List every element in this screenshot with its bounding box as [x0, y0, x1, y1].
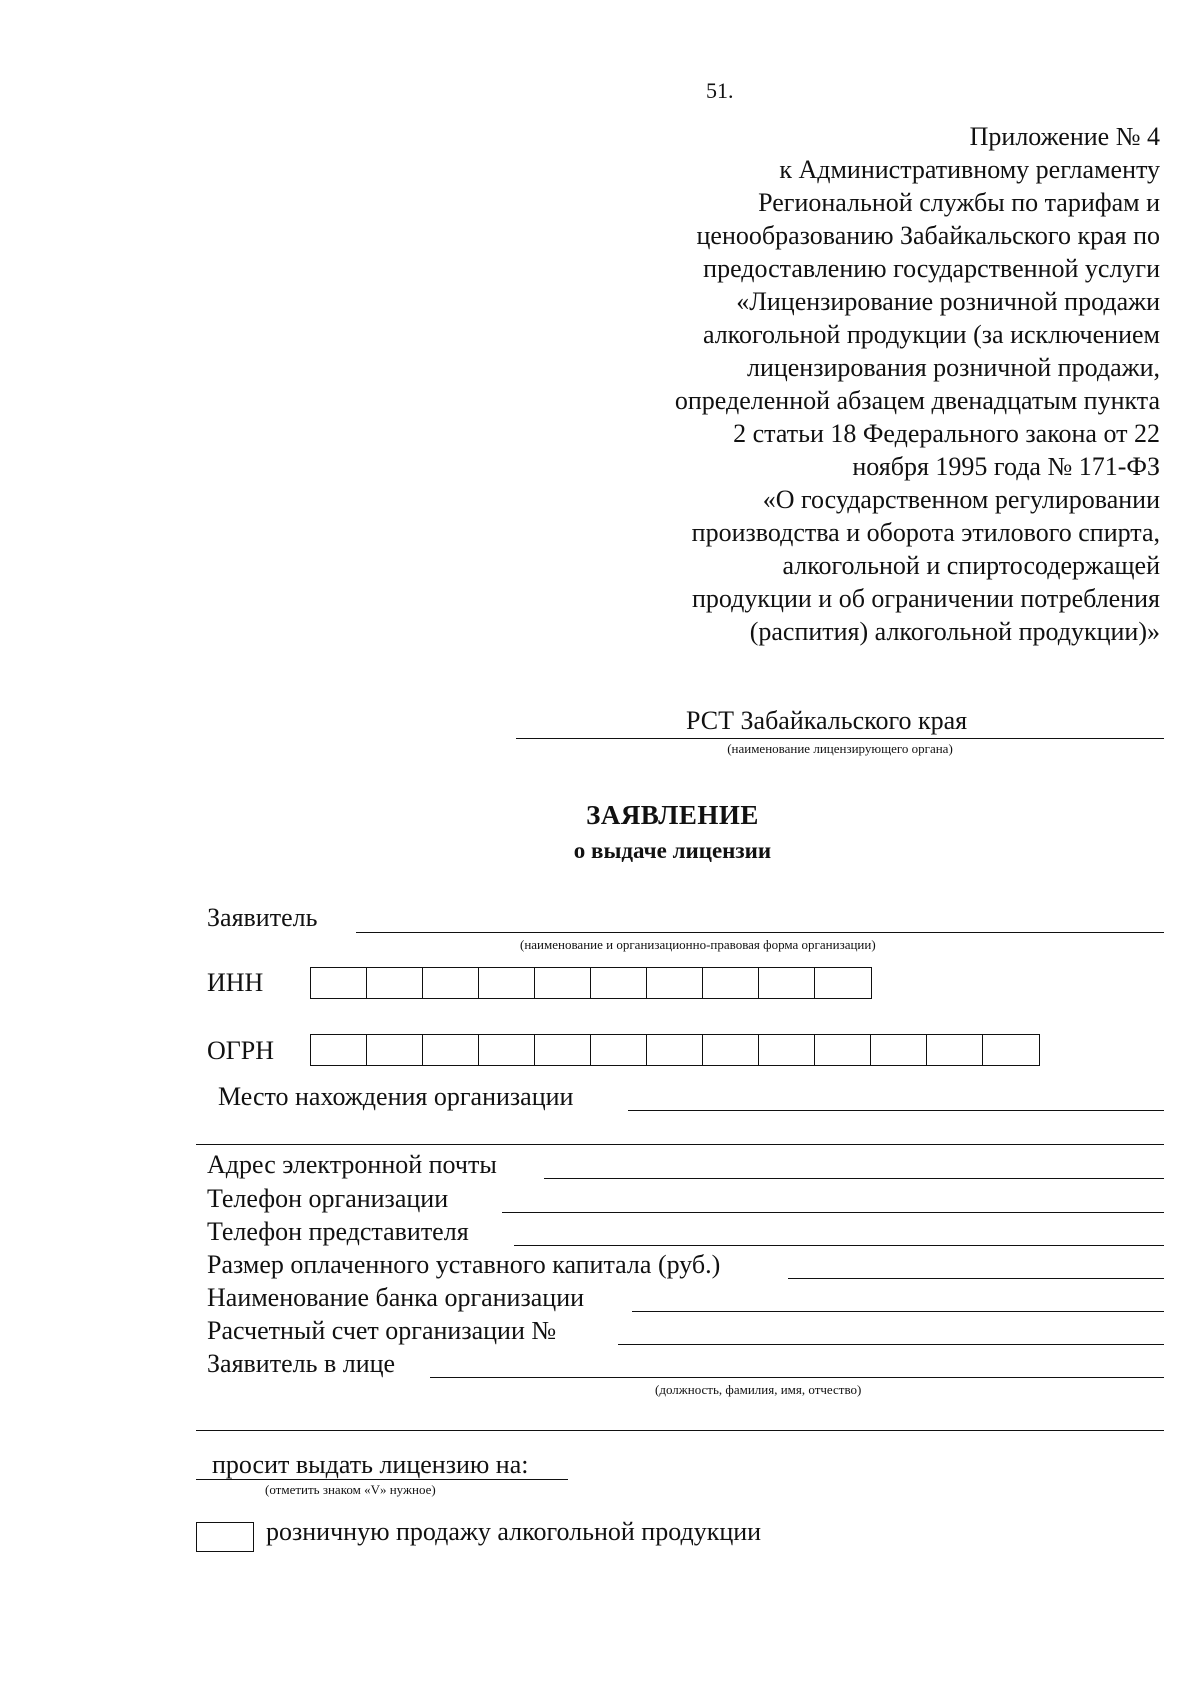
applicant-field[interactable]: [356, 932, 1164, 933]
bank-label: Наименование банка организации: [207, 1283, 585, 1312]
appendix-line: ценообразованию Забайкальского края по: [696, 221, 1160, 250]
ogrn-digit-cell[interactable]: [983, 1035, 1039, 1065]
appendix-line: лицензирования розничной продажи,: [746, 353, 1160, 382]
represented-by-hint: (должность, фамилия, имя, отчество): [655, 1382, 862, 1397]
ogrn-digit-cell[interactable]: [479, 1035, 535, 1065]
email-field[interactable]: [544, 1178, 1164, 1179]
represented-by-field[interactable]: [430, 1377, 1164, 1378]
document-subtitle: о выдаче лицензии: [573, 838, 772, 863]
inn-digit-cell[interactable]: [311, 968, 367, 998]
rep-phone-field[interactable]: [514, 1245, 1164, 1246]
ogrn-label: ОГРН: [207, 1036, 275, 1065]
location-label: Место нахождения организации: [218, 1082, 574, 1111]
appendix-line: «Лицензирование розничной продажи: [736, 287, 1160, 316]
inn-digit-cell[interactable]: [815, 968, 871, 998]
appendix-line: продукции и об ограничении потребления: [692, 584, 1160, 613]
appendix-line: «О государственном регулировании: [762, 485, 1160, 514]
appendix-line: Приложение № 4: [969, 122, 1160, 151]
appendix-line: к Административному регламенту: [779, 155, 1160, 184]
ogrn-digit-cell[interactable]: [647, 1035, 703, 1065]
location-field[interactable]: [628, 1110, 1164, 1111]
licensing-authority-hint: (наименование лицензирующего органа): [727, 741, 953, 756]
capital-field[interactable]: [788, 1278, 1164, 1279]
ogrn-input[interactable]: [310, 1034, 1040, 1066]
inn-label: ИНН: [207, 968, 264, 997]
inn-digit-cell[interactable]: [591, 968, 647, 998]
ogrn-digit-cell[interactable]: [703, 1035, 759, 1065]
appendix-line: алкогольной и спиртосодержащей: [782, 551, 1160, 580]
account-label: Расчетный счет организации №: [207, 1316, 557, 1345]
inn-digit-cell[interactable]: [535, 968, 591, 998]
ogrn-digit-cell[interactable]: [367, 1035, 423, 1065]
inn-input[interactable]: [310, 967, 872, 999]
inn-digit-cell[interactable]: [367, 968, 423, 998]
licensing-authority-value: РСТ Забайкальского края: [516, 704, 1164, 739]
ogrn-digit-cell[interactable]: [871, 1035, 927, 1065]
request-label: просит выдать лицензию на:: [212, 1450, 529, 1479]
retail-sale-label: розничную продажу алкогольной продукции: [266, 1517, 762, 1546]
appendix-line: предоставлению государственной услуги: [703, 254, 1160, 283]
ogrn-digit-cell[interactable]: [927, 1035, 983, 1065]
applicant-label: Заявитель: [207, 903, 318, 932]
account-field[interactable]: [618, 1344, 1164, 1345]
inn-digit-cell[interactable]: [759, 968, 815, 998]
licensing-authority-field[interactable]: [516, 704, 1164, 758]
represented-by-field-continued[interactable]: [196, 1430, 1164, 1431]
appendix-header: [600, 120, 1160, 648]
org-phone-field[interactable]: [502, 1212, 1164, 1213]
inn-digit-cell[interactable]: [423, 968, 479, 998]
appendix-line: определенной абзацем двенадцатым пункта: [674, 386, 1160, 415]
appendix-line: производства и оборота этилового спирта,: [691, 518, 1160, 547]
org-phone-label: Телефон организации: [207, 1184, 449, 1213]
document-title: ЗАЯВЛЕНИЕ: [586, 800, 759, 830]
request-underline: [196, 1479, 568, 1480]
ogrn-digit-cell[interactable]: [815, 1035, 871, 1065]
inn-digit-cell[interactable]: [703, 968, 759, 998]
applicant-hint: (наименование и организационно-правовая форма организации): [520, 937, 876, 952]
appendix-line: алкогольной продукции (за исключением: [702, 320, 1160, 349]
ogrn-digit-cell[interactable]: [535, 1035, 591, 1065]
email-label: Адрес электронной почты: [207, 1150, 497, 1179]
ogrn-digit-cell[interactable]: [759, 1035, 815, 1065]
page-number: 51.: [706, 78, 734, 103]
retail-sale-checkbox[interactable]: [196, 1522, 254, 1552]
appendix-line: (распития) алкогольной продукции)»: [749, 617, 1160, 646]
rep-phone-label: Телефон представителя: [207, 1217, 469, 1246]
appendix-line: ноября 1995 года № 171-ФЗ: [852, 452, 1160, 481]
capital-label: Размер оплаченного уставного капитала (руб.): [207, 1250, 721, 1279]
inn-digit-cell[interactable]: [479, 968, 535, 998]
ogrn-digit-cell[interactable]: [591, 1035, 647, 1065]
inn-digit-cell[interactable]: [647, 968, 703, 998]
ogrn-digit-cell[interactable]: [423, 1035, 479, 1065]
ogrn-digit-cell[interactable]: [311, 1035, 367, 1065]
location-field-continued[interactable]: [196, 1144, 1164, 1145]
represented-by-label: Заявитель в лице: [207, 1349, 396, 1378]
request-hint: (отметить знаком «V» нужное): [265, 1482, 436, 1497]
bank-field[interactable]: [632, 1311, 1164, 1312]
appendix-line: 2 статьи 18 Федерального закона от 22: [733, 419, 1160, 448]
appendix-line: Региональной службы по тарифам и: [758, 188, 1160, 217]
